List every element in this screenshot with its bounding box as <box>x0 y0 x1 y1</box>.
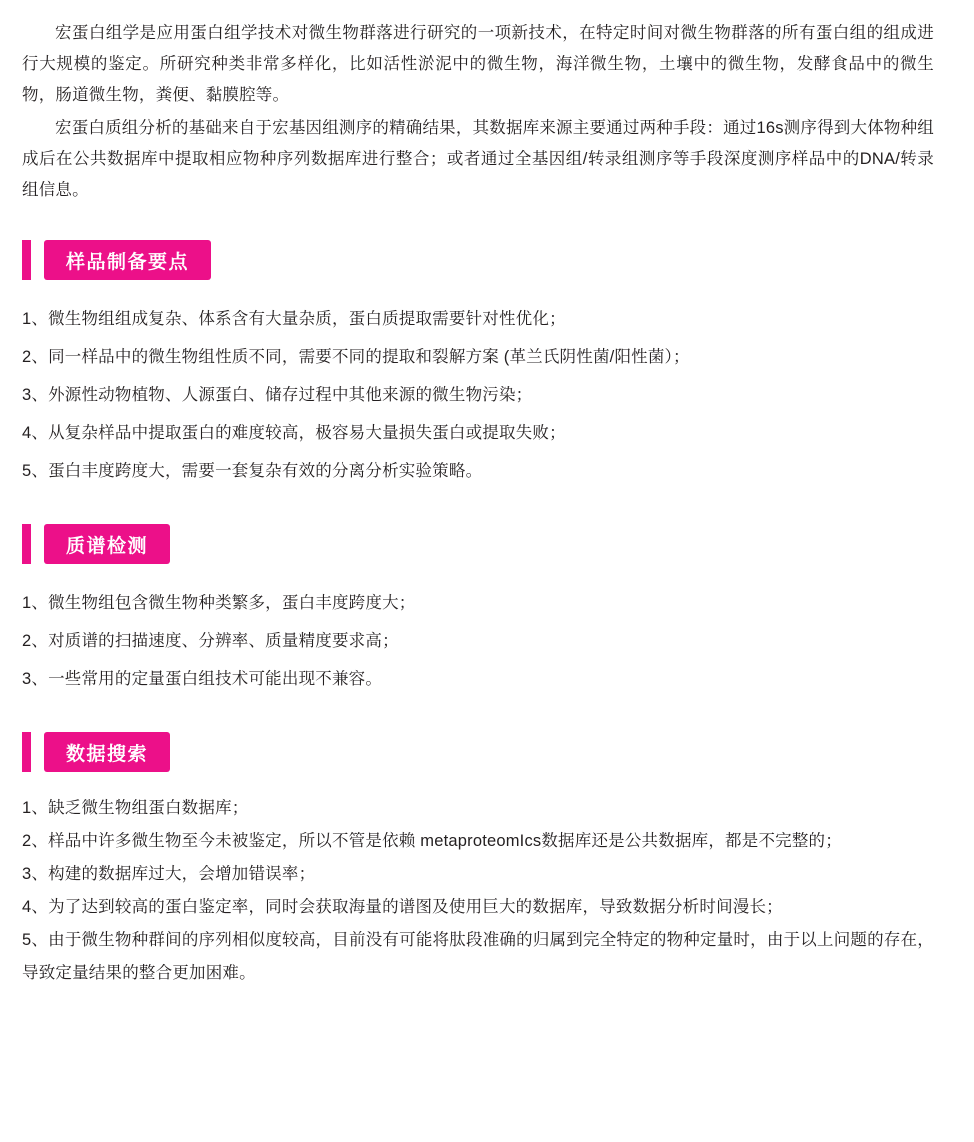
list-item: 4、为了达到较高的蛋白鉴定率，同时会获取海量的谱图及使用巨大的数据库，导致数据分析时间漫长； <box>22 898 783 916</box>
list-item: 2、样品中许多微生物至今未被鉴定，所以不管是依赖 metaproteomIcs数据库还是公共数据库，都是不完整的； <box>22 832 842 850</box>
accent-bar <box>22 732 31 772</box>
section-sample-preparation <box>22 240 934 490</box>
section-header <box>22 732 934 772</box>
list-item: 2、同一样品中的微生物组性质不同，需要不同的提取和裂解方案 (革兰氏阴性菌/阳性菌）； <box>22 348 690 366</box>
section-title: 质谱检测 <box>44 524 170 564</box>
section-data-search <box>22 732 934 990</box>
list-item: 5、蛋白丰度跨度大，需要一套复杂有效的分离分析实验策略。 <box>22 462 483 480</box>
list-item: 1、微生物组组成复杂、体系含有大量杂质，蛋白质提取需要针对性优化； <box>22 310 566 328</box>
list-item: 4、从复杂样品中提取蛋白的难度较高，极容易大量损失蛋白或提取失败； <box>22 424 566 442</box>
section-header <box>22 240 934 280</box>
accent-bar <box>22 240 31 280</box>
list-item: 3、一些常用的定量蛋白组技术可能出现不兼容。 <box>22 670 383 688</box>
section-header <box>22 524 934 564</box>
list-item: 3、构建的数据库过大，会增加错误率； <box>22 865 316 883</box>
list-item: 3、外源性动物植物、人源蛋白、储存过程中其他来源的微生物污染； <box>22 386 533 404</box>
intro-paragraph-1: 宏蛋白组学是应用蛋白组学技术对微生物群落进行研究的一项新技术，在特定时间对微生物群落的所有蛋白组的组成进行大规模的鉴定。所研究种类非常多样化，比如活性淤泥中的微生物，海洋微生物，土壤中的微生物，发酵食品中的微生物，肠道微生物，粪便、黏膜腔等。 <box>22 24 934 104</box>
intro-block <box>22 18 934 206</box>
section-title: 样品制备要点 <box>44 240 211 280</box>
section-list <box>22 792 934 990</box>
section-title: 数据搜索 <box>44 732 170 772</box>
list-item: 5、由于微生物种群间的序列相似度较高，目前没有可能将肽段准确的归属到完全特定的物种定量时，由于以上问题的存在，导致定量结果的整合更加困难。 <box>22 931 934 982</box>
list-item: 1、缺乏微生物组蛋白数据库； <box>22 799 249 817</box>
section-list <box>22 584 934 698</box>
list-item: 1、微生物组包含微生物种类繁多，蛋白丰度跨度大； <box>22 594 416 612</box>
list-item: 2、对质谱的扫描速度、分辨率、质量精度要求高； <box>22 632 399 650</box>
intro-paragraph-2: 宏蛋白质组分析的基础来自于宏基因组测序的精确结果，其数据库来源主要通过两种手段：通过16s测序得到大体物种组成后在公共数据库中提取相应物种序列数据库进行整合；或者通过全基因组/转录组测序等手段深度测序样品中的DNA/转录组信息。 <box>22 119 934 199</box>
section-list <box>22 300 934 490</box>
section-ms-detection <box>22 524 934 698</box>
accent-bar <box>22 524 31 564</box>
